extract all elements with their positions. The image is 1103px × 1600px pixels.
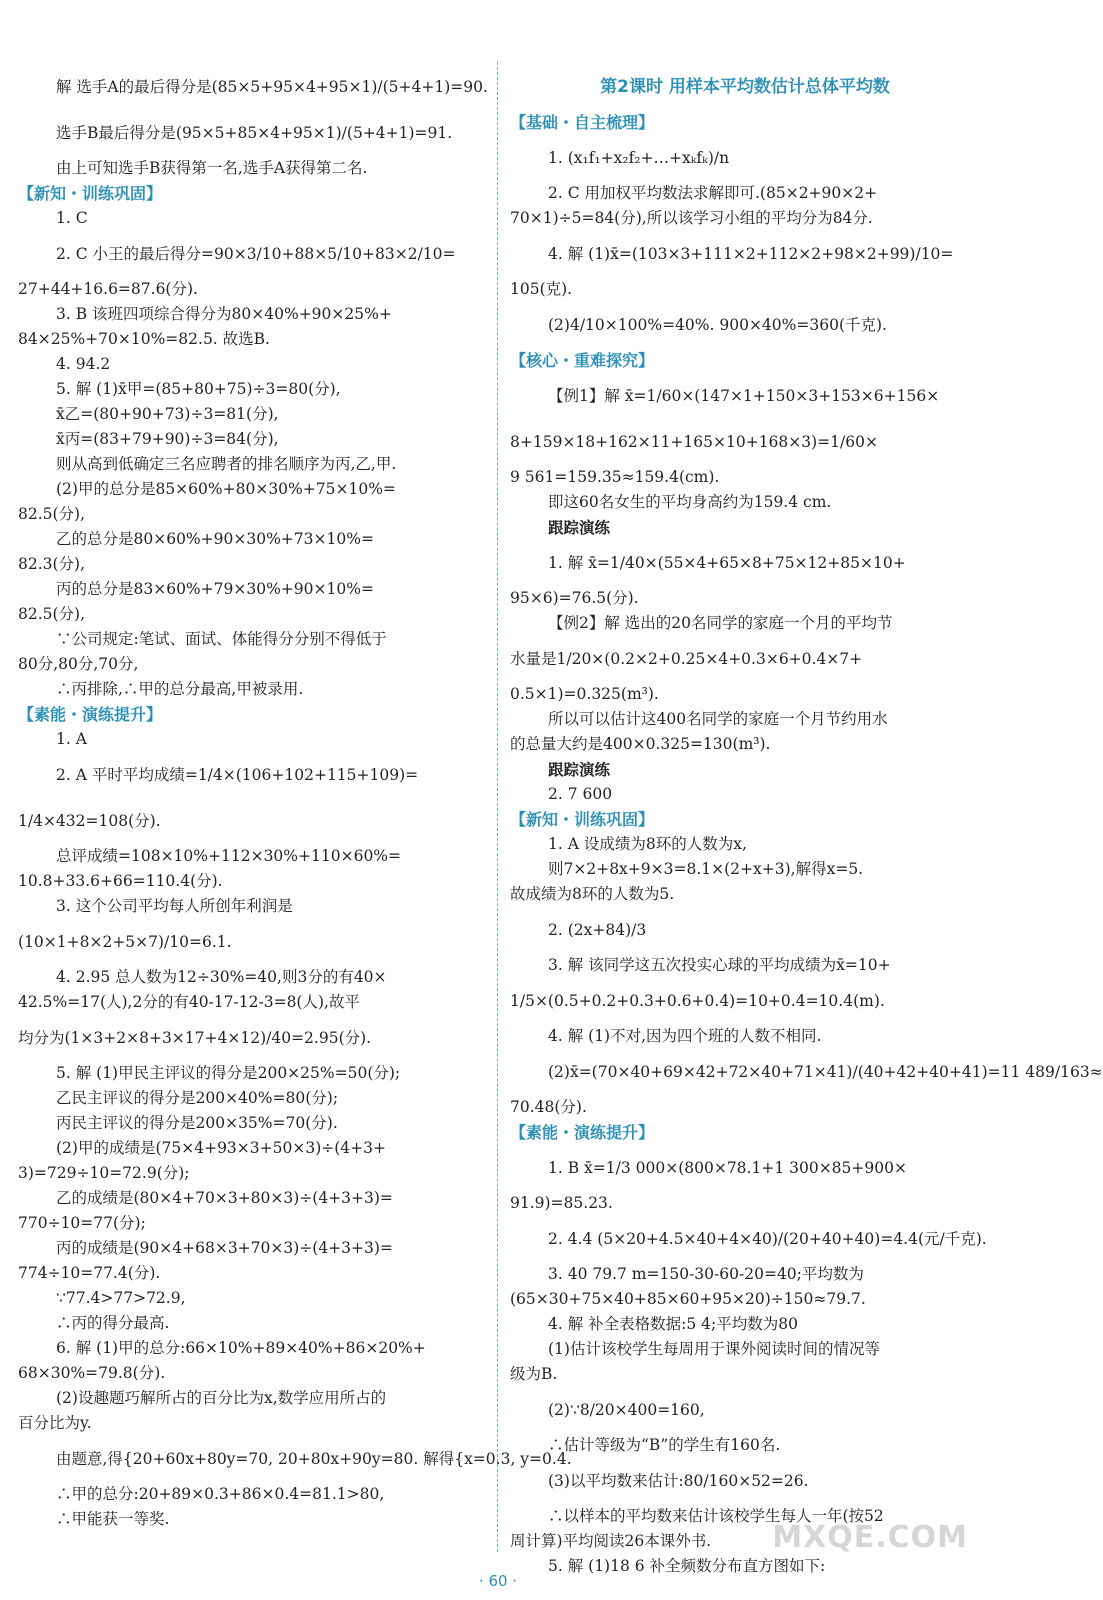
text-line: 选手B最后得分是(95×5+85×4+95×1)/(5+4+1)=91.: [56, 124, 453, 142]
text-line: 丙民主评议的得分是200×35%=70(分).: [56, 1114, 338, 1132]
text-line: 3. 40 79.7 m=150-30-60-20=40;平均数为: [548, 1265, 864, 1283]
text-line: (2)设趣题巧解所占的百分比为x,数学应用所占的: [56, 1389, 387, 1407]
text-line: 42.5%=17(人),2分的有40-17-12-3=8(人),故平: [18, 993, 360, 1011]
text-line: 1/5×(0.5+0.2+0.3+0.6+0.4)=10+0.4=10.4(m).: [510, 992, 885, 1010]
text-line: 70×1)÷5=84(分),所以该学习小组的平均分为84分.: [510, 209, 873, 227]
text-line: 2. C 用加权平均数法求解即可.(85×2+90×2+: [548, 184, 878, 202]
text-line: (2)4/10×100%=40%. 900×40%=360(千克).: [548, 316, 887, 334]
column-divider: [497, 62, 498, 1552]
text-line: ∴丙排除,∴甲的总分最高,甲被录用.: [56, 680, 304, 698]
section-heading: 【新知・训练巩固】: [18, 184, 163, 203]
text-line: 105(克).: [510, 280, 573, 298]
page-number: · 60 ·: [478, 1572, 518, 1590]
text-line: 770÷10=77(分);: [18, 1214, 146, 1232]
text-line: x̄乙=(80+90+73)÷3=81(分),: [56, 405, 279, 423]
text-line: 1. C: [56, 209, 88, 227]
text-line: 70.48(分).: [510, 1098, 587, 1116]
section-heading: 【核心・重难探究】: [510, 351, 655, 370]
text-line: 91.9)=85.23.: [510, 1194, 613, 1212]
text-line: 82.3(分),: [18, 555, 86, 573]
text-line: 丙的成绩是(90×4+68×3+70×3)÷(4+3+3)=: [56, 1239, 393, 1257]
text-line: 3. B 该班四项综合得分为80×40%+90×25%+: [56, 305, 392, 323]
text-line: (2)∵8/20×400=160,: [548, 1401, 705, 1419]
section-heading: 【素能・演练提升】: [18, 705, 163, 724]
text-line: 1. A: [56, 730, 87, 748]
watermark-logo: MXQE.COM: [772, 1520, 968, 1555]
subheading: 跟踪演练: [548, 518, 611, 537]
text-line: ∴丙的得分最高.: [56, 1314, 170, 1332]
text-line: 2. 4.4 (5×20+4.5×40+4×40)/(20+40+40)=4.4(元/千克).: [548, 1230, 987, 1248]
text-line: (10×1+8×2+5×7)/10=6.1.: [18, 933, 232, 951]
text-line: 80分,80分,70分,: [18, 655, 139, 673]
text-line: 所以可以估计这400名同学的家庭一个月节约用水: [548, 710, 888, 728]
text-line: 2. 7 600: [548, 785, 613, 803]
text-line: x̄丙=(83+79+90)÷3=84(分),: [56, 430, 279, 448]
text-line: 2. C 小王的最后得分=90×3/10+88×5/10+83×2/10=: [56, 245, 456, 263]
text-line: 4. 解 (1)x̄=(103×3+111×2+112×2+98×2+99)/10=: [548, 245, 954, 263]
text-line: 3. 解 该同学这五次投实心球的平均成绩为x̄=10+: [548, 956, 891, 974]
text-line: 4. 94.2: [56, 355, 111, 373]
text-line: 则从高到低确定三名应聘者的排名顺序为丙,乙,甲.: [56, 455, 397, 473]
text-line: 5. 解 (1)x̄甲=(85+80+75)÷3=80(分),: [56, 380, 341, 398]
text-line: 4. 解 补全表格数据:5 4;平均数为80: [548, 1315, 798, 1333]
text-line: 5. 解 (1)18 6 补全频数分布直方图如下:: [548, 1557, 826, 1575]
lesson-title: 第2课时 用样本平均数估计总体平均数: [600, 77, 890, 97]
text-line: 5. 解 (1)甲民主评议的得分是200×25%=50(分);: [56, 1064, 401, 1082]
text-line: 0.5×1)=0.325(m³).: [510, 685, 659, 703]
section-heading: 【新知・训练巩固】: [510, 810, 655, 829]
text-line: 2. A 平时平均成绩=1/4×(106+102+115+109)=: [56, 766, 419, 784]
text-line: (2)甲的总分是85×60%+80×30%+75×10%=: [56, 480, 396, 498]
text-line: 百分比为y.: [18, 1414, 92, 1432]
text-line: 95×6)=76.5(分).: [510, 589, 639, 607]
text-line: 6. 解 (1)甲的总分:66×10%+89×40%+86×20%+: [56, 1339, 426, 1357]
text-line: 故成绩为8环的人数为5.: [510, 885, 675, 903]
text-line: 774÷10=77.4(分).: [18, 1264, 161, 1282]
text-line: 周计算)平均阅读26本课外书.: [510, 1532, 712, 1550]
text-line: 级为B.: [510, 1365, 558, 1383]
text-line: 丙的总分是83×60%+79×30%+90×10%=: [56, 580, 374, 598]
text-line: 由上可知选手B获得第一名,选手A获得第二名.: [56, 159, 368, 177]
text-line: 82.5(分),: [18, 605, 86, 623]
text-line: 8+159×18+162×11+165×10+168×3)=1/60×: [510, 433, 878, 451]
text-line: ∴甲的总分:20+89×0.3+86×0.4=81.1>80,: [56, 1485, 385, 1503]
section-heading: 【素能・演练提升】: [510, 1123, 655, 1142]
text-line: 1. (x₁f₁+x₂f₂+…+xₖfₖ)/n: [548, 149, 730, 167]
text-line: 1/4×432=108(分).: [18, 812, 161, 830]
text-line: 82.5(分),: [18, 505, 86, 523]
text-line: 10.8+33.6+66=110.4(分).: [18, 872, 223, 890]
subheading: 跟踪演练: [548, 760, 611, 779]
text-line: 的总量大约是400×0.325=130(m³).: [510, 735, 771, 753]
text-line: (65×30+75×40+85×60+95×20)÷150≈79.7.: [510, 1290, 866, 1308]
text-line: 【例1】解 x̄=1/60×(147×1+150×3+153×6+156×: [548, 387, 940, 405]
right-column: [510, 64, 1103, 1579]
text-line: 则7×2+8x+9×3=8.1×(2+x+3),解得x=5.: [548, 860, 864, 878]
text-line: 乙的总分是80×60%+90×30%+73×10%=: [56, 530, 374, 548]
text-line: 【例2】解 选出的20名同学的家庭一个月的平均节: [548, 614, 893, 632]
text-line: 总评成绩=108×10%+112×30%+110×60%=: [56, 847, 402, 865]
text-line: 27+44+16.6=87.6(分).: [18, 280, 198, 298]
text-line: (2)甲的成绩是(75×4+93×3+50×3)÷(4+3+: [56, 1139, 386, 1157]
text-line: 1. A 设成绩为8环的人数为x,: [548, 835, 747, 853]
text-line: 84×25%+70×10%=82.5. 故选B.: [18, 330, 270, 348]
text-line: 1. B x̄=1/3 000×(800×78.1+1 300×85+900×: [548, 1159, 907, 1177]
text-line: 2. (2x+84)/3: [548, 921, 647, 939]
text-line: 即这60名女生的平均身高约为159.4 cm.: [548, 493, 832, 511]
text-line: ∴估计等级为“B”的学生有160名.: [548, 1436, 781, 1454]
text-line: 3. 这个公司平均每人所创年利润是: [56, 897, 293, 915]
text-line: 1. 解 x̄=1/40×(55×4+65×8+75×12+85×10+: [548, 554, 906, 572]
text-line: 乙民主评议的得分是200×40%=80(分);: [56, 1089, 339, 1107]
text-line: 3)=729÷10=72.9(分);: [18, 1164, 190, 1182]
text-line: ∴甲能获一等奖.: [56, 1510, 170, 1528]
section-heading: 【基础・自主梳理】: [510, 113, 655, 132]
text-line: 9 561=159.35≈159.4(cm).: [510, 468, 720, 486]
text-line: 4. 解 (1)不对,因为四个班的人数不相同.: [548, 1027, 822, 1045]
text-line: 乙的成绩是(80×4+70×3+80×3)÷(4+3+3)=: [56, 1189, 393, 1207]
text-line: 均分为(1×3+2×8+3×17+4×12)/40=2.95(分).: [18, 1029, 372, 1047]
text-line: (2)x̄=(70×40+69×42+72×40+71×41)/(40+42+40+41)=11 489/163≈: [548, 1063, 1103, 1081]
text-line: ∴以样本的平均数来估计该校学生每人一年(按52: [548, 1507, 884, 1525]
text-line: 水量是1/20×(0.2×2+0.25×4+0.3×6+0.4×7+: [510, 650, 863, 668]
text-line: (3)以平均数来估计:80/160×52=26.: [548, 1472, 809, 1490]
text-line: 解 选手A的最后得分是(85×5+95×4+95×1)/(5+4+1)=90.: [56, 78, 488, 96]
text-line: 4. 2.95 总人数为12÷30%=40,则3分的有40×: [56, 968, 387, 986]
text-line: ∵77.4>77>72.9,: [56, 1289, 186, 1307]
text-line: 68×30%=79.8(分).: [18, 1364, 166, 1382]
text-line: (1)估计该校学生每周用于课外阅读时间的情况等: [548, 1340, 880, 1358]
text-line: ∵公司规定:笔试、面试、体能得分分别不得低于: [56, 630, 387, 648]
text-line: 由题意,得{20+60x+80y=70, 20+80x+90y=80. 解得{x=0.3, y=0.4.: [56, 1450, 572, 1468]
